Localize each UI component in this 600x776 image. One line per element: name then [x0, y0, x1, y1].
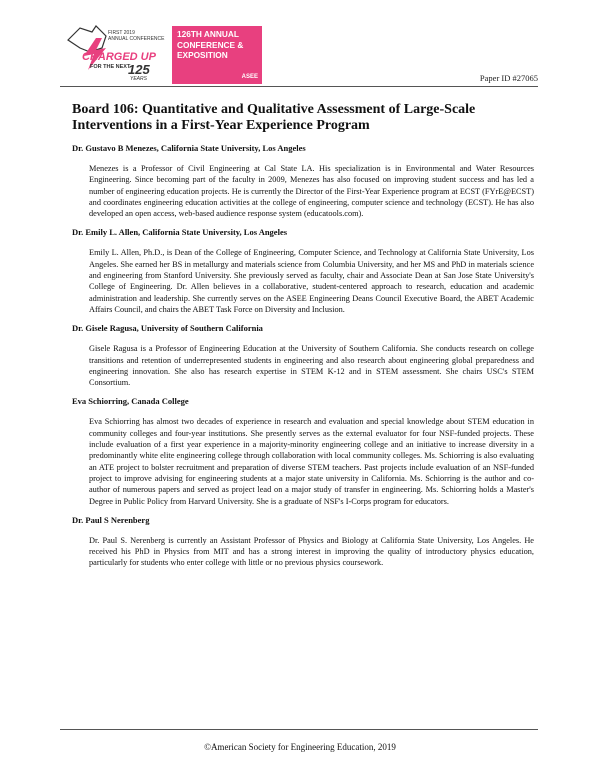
author-bio: Gisele Ragusa is a Professor of Engineering Education at the University of Southern California. She conducts research on college transitions and retention of underrepresented students in engineering and also research about engineering global preparedness and engineering innovation. She also has research expertise in STEM K-12 and in STEM assessment. She chairs USC's STEM Consortium.: [89, 344, 534, 388]
author-bio: Dr. Paul S. Nerenberg is currently an Assistant Professor of Physics and Biology at California State University, Los Angeles. He received his PhD in Physics from MIT and has a strong interest in improving the quality of introductory physics education, particularly for students who enter college with little or no previous physics coursework.: [89, 535, 534, 568]
author-name: Dr. Emily L. Allen, California State University, Los Angeles: [72, 227, 288, 238]
author-entry: [72, 396, 534, 506]
author-entry: [72, 227, 534, 315]
author-entry: [72, 323, 534, 388]
author-bio: Menezes is a Professor of Civil Engineering at Cal State LA. His specialization is in Environmental and Water Resources Engineering. Since becoming part of the faculty in 2009, Menezes has also focused on improving student success and has led a number of engineering education projects. He is currently the Director of the First-Year Experience program at ECST (FYrE@ECST) and coordinates engineering education activities at the college of engineering, computer science and technology (ECST). He has also developed an open access, web-based audience response system (educatools.com).: [89, 164, 534, 219]
logo-right-line-3: EXPOSITION: [177, 50, 228, 60]
logo-line-6: YEARS: [130, 76, 147, 82]
asee-logo: ASEE: [241, 73, 258, 80]
logo-line-4: FOR THE NEXT: [90, 64, 131, 70]
copyright-icon: ©: [204, 742, 211, 752]
author-name: Dr. Gisele Ragusa, University of Southern California: [72, 323, 263, 334]
paper-id: Paper ID #27065: [479, 73, 538, 83]
author-name: Eva Schiorring, Canada College: [72, 396, 189, 407]
author-entry: [72, 143, 534, 219]
author-list: [72, 143, 534, 577]
logo-right-line-1: 126TH ANNUAL: [177, 29, 239, 39]
logo-line-5: 125: [128, 62, 150, 77]
author-bio: Emily L. Allen, Ph.D., is Dean of the College of Engineering, Computer Science, and Technology at California State University, Los Angeles. She earned her BS in metallurgy and materials science from Columbia University, and her MS and PhD in materials science and engineering from Stanford University. She previously served as faculty, chair and Associate Dean at San Jose State University's College of Engineering. Dr. Allen believes in a collaborative, student-centered approach to research, education and academic administration and leadership. She currently serves on the ASEE Engineering Deans Council Executive Board, the ABET Academic Affairs Council, and chairs the ABET Task Force on Diversity and Inclusion.: [89, 248, 534, 314]
paper-title: Board 106: Quantitative and Qualitative Assessment of Large-Scale Interventions in a First-Year Experience Program: [72, 102, 476, 133]
logo-line-1: FIRST 2019: [108, 30, 135, 36]
author-bio: Eva Schiorring has almost two decades of experience in research and evaluation and special knowledge about STEM education in community colleges and four-year institutions. She presently serves as the external evaluator for four NSF-funded projects. These include evaluation of a first year experience in a majority-minority engineering college and an initiative to increase diversity in a predominantly white elite engineering college through collaboration with local community colleges. Ms. Schiorring is also evaluating an ATE project to bolster recruitment and preparation of diverse STEM teachers. Past projects include evaluation of an NSF-funded project to improve advising for engineering students at a major state university in California. Ms. Schiorring is the author and co-author of numerous papers and served as project lead on a major study of transfer in engineering. Ms. Schiorring holds a Master's Degree in Public Policy from Harvard University. She is a graduate of NSF's I-Corps program for educators.: [89, 417, 534, 506]
header-divider: [60, 86, 538, 87]
conference-logo-left: [62, 22, 170, 82]
author-name: Dr. Paul S Nerenberg: [72, 514, 150, 525]
copyright-footer: [0, 742, 600, 752]
author-name: Dr. Gustavo B Menezes, California State University, Los Angeles: [72, 143, 306, 153]
charged-up-logo-graphic: [62, 22, 170, 82]
logo-right-line-2: CONFERENCE &: [177, 39, 244, 50]
conference-logo-right: [172, 26, 262, 84]
author-entry: [72, 515, 534, 569]
copyright-text: American Society for Engineering Education, 2019: [210, 742, 396, 752]
logo-line-2: ANNUAL CONFERENCE: [108, 36, 165, 42]
footer-divider: [60, 729, 538, 730]
logo-line-3: CHARGED UP: [82, 51, 156, 63]
